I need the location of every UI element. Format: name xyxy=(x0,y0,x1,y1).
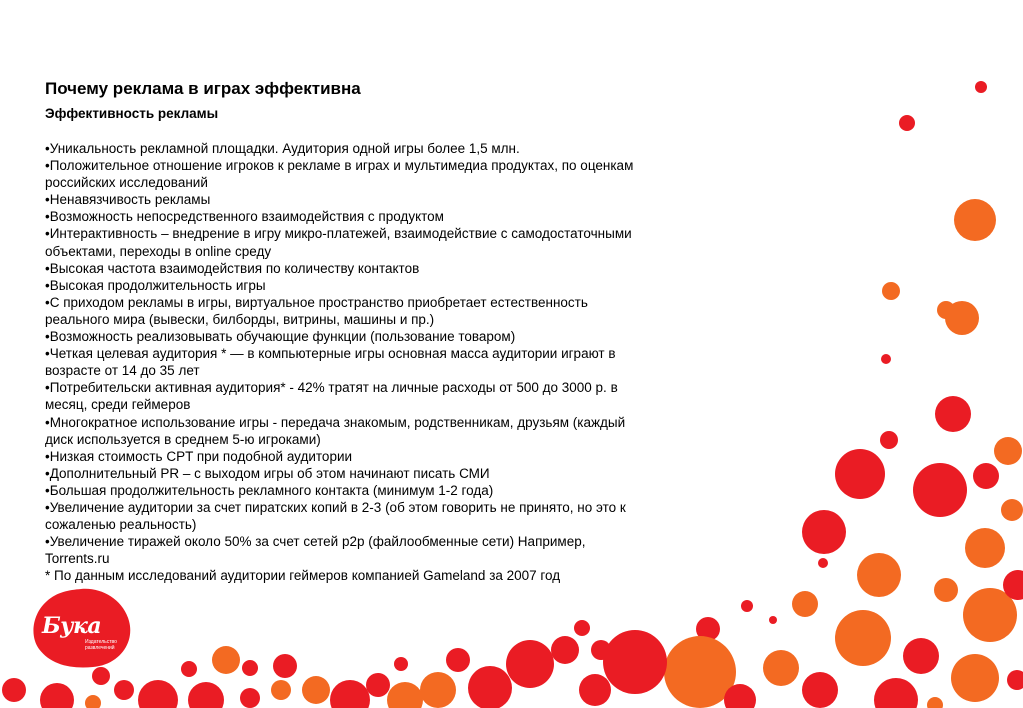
bubble xyxy=(1001,499,1023,521)
bubble xyxy=(835,610,891,666)
bubble xyxy=(188,682,224,708)
bubble xyxy=(240,688,260,708)
bubble xyxy=(574,620,590,636)
bubble xyxy=(271,680,291,700)
bubble xyxy=(802,510,846,554)
bubble xyxy=(1007,670,1023,690)
bubble xyxy=(994,437,1022,465)
bubble xyxy=(973,463,999,489)
slide-title: Почему реклама в играх эффективна xyxy=(45,79,361,98)
bubble xyxy=(366,673,390,697)
bubble xyxy=(965,528,1005,568)
bubble xyxy=(394,657,408,671)
bubble xyxy=(242,660,258,676)
bubble xyxy=(881,354,891,364)
bullet-item: •Низкая стоимость CPT при подобной аудитории xyxy=(45,448,353,464)
bubble xyxy=(857,553,901,597)
bullet-item: •Большая продолжительность рекламного контакта (минимум 1-2 года) xyxy=(45,482,494,498)
bubble xyxy=(913,463,967,517)
bubble xyxy=(874,678,918,708)
buka-logo xyxy=(31,587,133,669)
bubble xyxy=(951,654,999,702)
bullet-item: •Четкая целевая аудитория * — в компьютерные игры основная масса аудитории играют в возрасте от 14 до 35 лет xyxy=(45,346,616,379)
slide-content xyxy=(45,78,635,584)
bubble xyxy=(591,640,611,660)
bubble xyxy=(138,680,178,708)
bullet-item: •Многократное использование игры - передача знакомым, родственникам, друзьям (каждый диск используется в среднем 5-ю игроками) xyxy=(45,414,626,447)
bubble xyxy=(2,678,26,702)
bullet-item: •Положительное отношение игроков к рекламе в играх и мультимедиа продуктах, по оценкам российских исследований xyxy=(45,158,634,191)
bubble xyxy=(935,396,971,432)
bullet-item: •Высокая продолжительность игры xyxy=(45,277,266,293)
bullet-item: •Дополнительный PR – с выходом игры об этом начинают писать СМИ xyxy=(45,465,490,481)
bubble xyxy=(579,674,611,706)
bubble xyxy=(792,591,818,617)
bubble xyxy=(181,661,197,677)
bubble xyxy=(927,697,943,708)
bubble xyxy=(212,646,240,674)
bubble xyxy=(802,672,838,708)
bubble xyxy=(899,115,915,131)
bubble xyxy=(40,683,74,708)
bullet-item: •Интерактивность – внедрение в игру микро-платежей, взаимодействие с самодостаточными объектами, переходы в online среду xyxy=(45,226,632,259)
bubble xyxy=(769,616,777,624)
bubble xyxy=(603,630,667,694)
bullet-item: •Увеличение аудитории за счет пиратских копий в 2-3 (об этом говорить не принято, но это к сожаленью реальность) xyxy=(45,499,626,533)
bubble xyxy=(551,636,579,664)
bubble xyxy=(880,431,898,449)
slide-subtitle: Эффективность рекламы xyxy=(45,106,219,121)
logo-wordmark: Бука xyxy=(42,613,102,639)
bullet-item: •Возможность реализовывать обучающие функции (пользование товаром) xyxy=(45,329,516,345)
bubble xyxy=(934,578,958,602)
bubble xyxy=(937,301,955,319)
bubble xyxy=(92,667,110,685)
bubble xyxy=(506,640,554,688)
bubble xyxy=(741,600,753,612)
bubble xyxy=(330,680,370,708)
bubble xyxy=(420,672,456,708)
bubble xyxy=(763,650,799,686)
bubble xyxy=(387,682,423,708)
logo-tagline: Издательство развлечений xyxy=(85,639,117,651)
bullet-item: •Высокая частота взаимодействия по количеству контактов xyxy=(45,260,420,276)
bubble xyxy=(882,282,900,300)
bubble xyxy=(468,666,512,708)
bubble xyxy=(835,449,885,499)
bubble xyxy=(954,199,996,241)
bullet-item: •Увеличение тиражей около 50% за счет сетей p2p (файлообменные сети) Например, Torrents.ru xyxy=(45,534,586,567)
bubble xyxy=(302,676,330,704)
bullet-list xyxy=(45,140,635,567)
bubble xyxy=(975,81,987,93)
bullet-item: •С приходом рекламы в игры, виртуальное пространство приобретает естественность реального мира (вывески, билборды, витрины, машины и пр.) xyxy=(45,294,588,327)
bubble xyxy=(818,558,828,568)
bullet-item: •Уникальность рекламной площадки. Аудитория одной игры более 1,5 млн. xyxy=(45,141,520,156)
bubble xyxy=(446,648,470,672)
footnote: * По данным исследований аудитории геймеров компанией Gameland за 2007 год xyxy=(45,568,561,584)
bubble xyxy=(85,695,101,708)
bullet-item: •Возможность непосредственного взаимодействия с продуктом xyxy=(45,209,444,225)
bubble xyxy=(273,654,297,678)
bullet-item: •Потребительски активная аудитория* - 42% тратят на личные расходы от 500 до 3000 р. в месяц, среди геймеров xyxy=(45,380,618,413)
bubble xyxy=(903,638,939,674)
bullet-item: •Ненавязчивость рекламы xyxy=(45,192,211,208)
bubble xyxy=(114,680,134,700)
